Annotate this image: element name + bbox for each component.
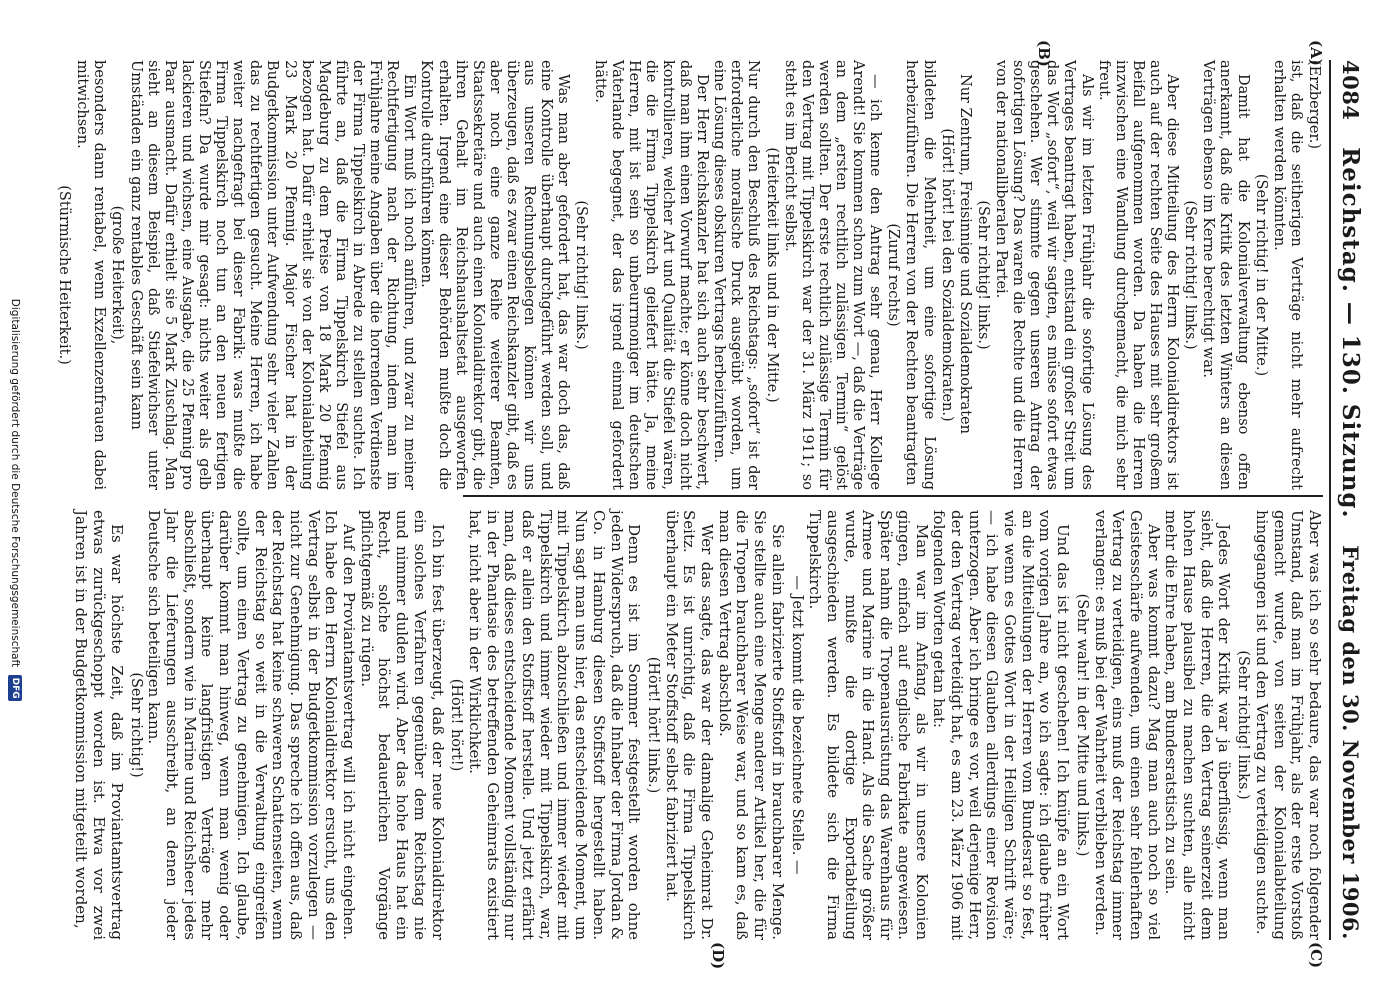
margin-marker-a: (A) [1307,40,1325,66]
paragraph: Denn es ist im Sommer festgestellt worden ohne jeden Widerspruch, daß die Inhaber der Firma Jordan & Co. in Hamburg diesen Stoffstoff hergestellt haben. Nun sagt man uns hier, das entscheidende Moment, um mit Tippelskirch abzuschließen und immer wieder mit Tippelskirch und immer wieder mit Tippelskirch, war, daß er allein den Stoffstoff herstelle. Und jetzt erfährt man, daß dieses entscheidende Moment vollständig nur in der Phantasie des betreffenden Geheimrats existiert hat, nicht aber in der Wirklichkeit. [465,510,644,940]
interjection: (Hört! hört!) [448,678,465,772]
interjection: (Hört! hört! links.) [644,656,661,794]
paragraph: Als wir im letzten Frühjahr die sofortige Lösung des Vertrages beantragt haben, entstand ein großer Streit um das Wort „sofort“, weil wir sagten, es müsse sofort etwas geschehen. Wer stimmte gegen unseren Antrag der sofortigen Lösung? Das waren die Rechte und die Herren von der nationalliberalen Partei. [993,60,1095,490]
digitization-footer [5,0,25,1000]
interjection: (große Heiterkeit), [109,205,126,345]
paragraph: Es war höchste Zeit, daß im Proviantamtsvertrag etwas zurückgeschoppt worden ist. Etwa vor zwei Jahren ist in der Budgetkommission mitgeteilt worden, [72,510,126,940]
margin-marker-b: (B) [1035,40,1053,67]
interjection: — Jetzt kommt die bezeichnete Stelle. — [788,575,805,875]
interjection: (Sehr richtig! links.) [974,200,991,350]
interjection: (Heiterkeit links und in der Mitte.) [763,147,780,403]
interjection: (Sehr richtig! in der Mitte.) [1252,173,1269,377]
paragraph: Jedes Wort der Kritik war ja überflüssig, wenn man sieht, daß die Herren, die den Vertrag seinerzeit dem hohen Hause plausibel zu machen suchten, alle nicht mehr die Ehre haben, am Bundesratstisch zu sein. [1162,510,1234,940]
session-date: Freitag den 30. November 1906. [1338,545,1364,940]
paragraph: Ich bin fest überzeugt, daß der neue Kolonialdirektor ein solches Verfahren gegenüber dem Reichstag nie und nimmer dulden wird. Aber das hohe Haus hat ein Recht, solche höchst bedauerlichen Vorgänge pflichtgemäß zu rügen. [357,510,447,940]
paragraph: ist, daß die seitherigen Verträge nicht mehr aufrecht erhalten werden könnten. [1270,60,1304,490]
paragraph: — ich kenne den Antrag sehr genau, Herr Kollege Arendt! Sie kommen schon zum Wort —, daß die Verträge an dem „ersten rechtlich zulässigen Termin“ gelöst werden sollten. Der erste rechtlich zulässige Termin für den Vertrag mit Tippelskirch war der 31. März 1911; so steht es im Bericht selbst. [781,60,884,490]
paragraph: Nur durch den Beschluß des Reichstags: „sofort“ ist der erforderliche moralische Druck ausgeübt worden, um eine Lösung dieses obskuren Vertrags herbeizuführen. [711,60,762,490]
quotation: Sie allein fabrizierte Stoffstoff in brauchbarer Menge. Sie stellte auch eine Menge anderer Artikel her, die für die Tropen brauchbarer Weise war, und so kam es, daß man diesen Vertrag abschloß. [715,510,787,940]
paragraph: Aber diese Mitteilung des Herrn Kolonialdirektors ist auch auf der rechten Seite des Hauses mit sehr großem Beifall aufgenommen worden. Da haben die Herren inzwischen eine Wandlung durchgemacht, die mich sehr freut. [1095,60,1181,490]
interjection: (Sehr wahr! in der Mitte und links.) [1073,593,1090,857]
interjection: (Sehr richtig! links.) [573,200,590,350]
paragraph: Und das ist nicht geschehen! Ich knüpfe an ein Wort vom vorigen Jahre an, wo ich sagte: ich glaube früher an die Mitteilungen der Herren vom Bundesrat so fest, wie wenn es Gottes Wort in der Heiligen Schrift wäre; — ich habe diesen Glauben allerdings einer Revision unterzogen. Aber ich bringe es vor, weil derjenige Herr, der den Vertrag verteidigt hat, es am 23. März 1906 mit folgenden Worten getan hat: [930,510,1073,940]
paragraph: Aber was ich so sehr bedaure, das war noch folgender Umstand, daß man im Frühjahr, als der erste Vorstoß gemacht wurde, von seiten der Kolonialabteilung hingegangen ist und den Vertrag zu verteidigen suchte. [1252,510,1324,940]
page-header [1329,60,1371,940]
interjection: (Stürmische Heiterkeit.) [56,185,73,365]
paragraph: Aber was kommt dazu? Mag man auch noch so viel Geistesschärfe aufwenden, um einen sehr fehlerhaften Vertrag zu verteidigen, eins muß der Reichstag immer verlangen: es muß bei der Wahrheit verblieben werden. [1091,510,1163,940]
paragraph: besonders dann rentabel, wenn Exzellenzenfrauen dabei mitwichsen. [74,60,108,490]
interjection: (Sehr richtig! links.) [1182,200,1199,350]
paragraph: Wer das sagte, das war der damalige Geheimrat Dr. Seitz. Es ist unrichtig, daß die Firma Tippelskirch überhaupt ein Meter Stoffstoff selbst fabriziert hat. [662,510,717,940]
paragraph: Ein Wort muß ich noch anführen, und zwar zu meiner Rechtfertigung nach der Richtung, indem man im Frühjahre meine Angaben über die horrenden Verdienste der Firma Tippelskirch in Abrede zu stellen suchte. Ich führte an, daß die Firma Tippelskirch Stiefel aus Magdeburg zu dem Preise von 18 Mark 20 Pfennig bezogen hat. Dafür erhielt sie von der Kolonialabteilung 23 Mark 20 Pfennig. Major Fischer hat in der Budgetkommission unter Aufwendung sehr vieler Zahlen das zu rechtfertigen gesucht. Meine Herren, ich habe weiter nachgefragt bei dieser Fabrik: was mußte die Firma Tippelskirch noch tun an den neuen fertigen Stiefeln? Da wurde mir gesagt: nichts weiter als gelb lackieren und wichsen, eine Ausgabe, die 25 Pfennig pro Paar ausmacht. Dafür erhielt sie 5 Mark Zuschlag. Man sieht an diesem Beispiel, daß Stiefelwichser unter Umständen ein ganz rentables Geschäft sein kann [127,60,418,490]
interjection: (Zuruf rechts) [885,223,902,327]
paragraph: Damit hat die Kolonialverwaltung ebenso offen anerkannt, daß die Kritik des letzten Winters an diesen Verträgen ebenso im Kerne berechtigt war. [1200,60,1251,490]
paragraph: bildeten die Mehrheit, um eine sofortige Lösung herbeizuführen. Die Herren von der Rechten beantragten [903,60,937,490]
margin-marker-c: (C) [1307,942,1325,969]
speaker-name: (Erzberger.) [1306,60,1322,150]
footer-text: Digitalisierung gefördert durch die Deutsche Forschungsgemeinschaft [9,298,21,668]
margin-marker-d: (D) [709,942,727,970]
page-title: Reichstag. — 130. Sitzung. [1337,147,1365,519]
quotation: Man war im Anfang, als wir in unsere Kolonien gingen, einfach auf englische Fabrikate angewiesen. Später nahm die Tropenausrüstung das Warenhaus für Armee und Marine in die Hand. Als die Sache größer wurde, mußte die dortige Exportabteilung ausgeschieden werden. Es bildete sich die Firma Tippelskirch. [806,510,931,940]
page-number: 4084 [1338,60,1364,121]
paragraph: Nur Zentrum, Freisinnige und Sozialdemokraten [956,74,973,434]
paragraph: Auf den Proviantamtsvertrag will ich nicht eingehen. Ich habe den Herrn Kolonialdirektor ersucht, uns den Vertrag selbst in der Budgetkommission vorzulegen — nicht zur Genehmigung. Das spreche ich offen aus, daß der Reichstag hat keine schweren Schattenseiten, wenn der Reichstag so weit in die Verwaltung eingreifen sollte, um einen Vertrag zu genehmigen. Ich glaube, darüber kommt man hinweg, wenn man wenig oder überhaupt keine langfristigen Verträge mehr abschließt, sondern wie in Marine und Reichsheer jedes Jahr die Lieferungen ausschreibt, an denen jeder Deutsche sich beteiligen kann. [145,510,359,940]
left-column [54,60,1323,490]
paragraph: Was man aber gefordert hat, das war doch das, daß eine Kontrolle überhaupt durchgeführt werden soll, und aus unseren Rechnungsbelegen können wir uns überzeugen, daß es zwar einen Reichskanzler gibt, daß es aber noch eine ganze Reihe weiterer Beamten, Staatssekretäre und auch einen Kolonialdirektor gibt, die ihren Gehalt im Reichshaushaltsetat ausgeworfen erhalten. Irgend eine dieser Behörden mußte doch die Kontrolle durchführen können. [418,60,572,490]
paragraph: Der Herr Reichskanzler hat sich auch sehr beschwert, daß man ihm einen Vorwurf machte; er könne doch nicht kontrollieren, welcher Art und Qualität die Stiefel wären, die die Firma Tippelskirch geliefert hätte. Ja, meine Herren, mit ist sein so unbeurrmoniger im deutschen Vaterlande begegnet, der das irgend einmal gefordert hätte. [591,60,711,490]
dfg-logo-icon: DFG [8,675,22,701]
right-column [72,510,1323,940]
interjection: (Sehr richtig! links.) [1235,650,1252,800]
interjection: (Sehr richtig!) [127,672,144,778]
interjection: (Hört! hört! bei den Sozialdemokraten.) [938,128,955,422]
column-divider [463,495,1323,497]
